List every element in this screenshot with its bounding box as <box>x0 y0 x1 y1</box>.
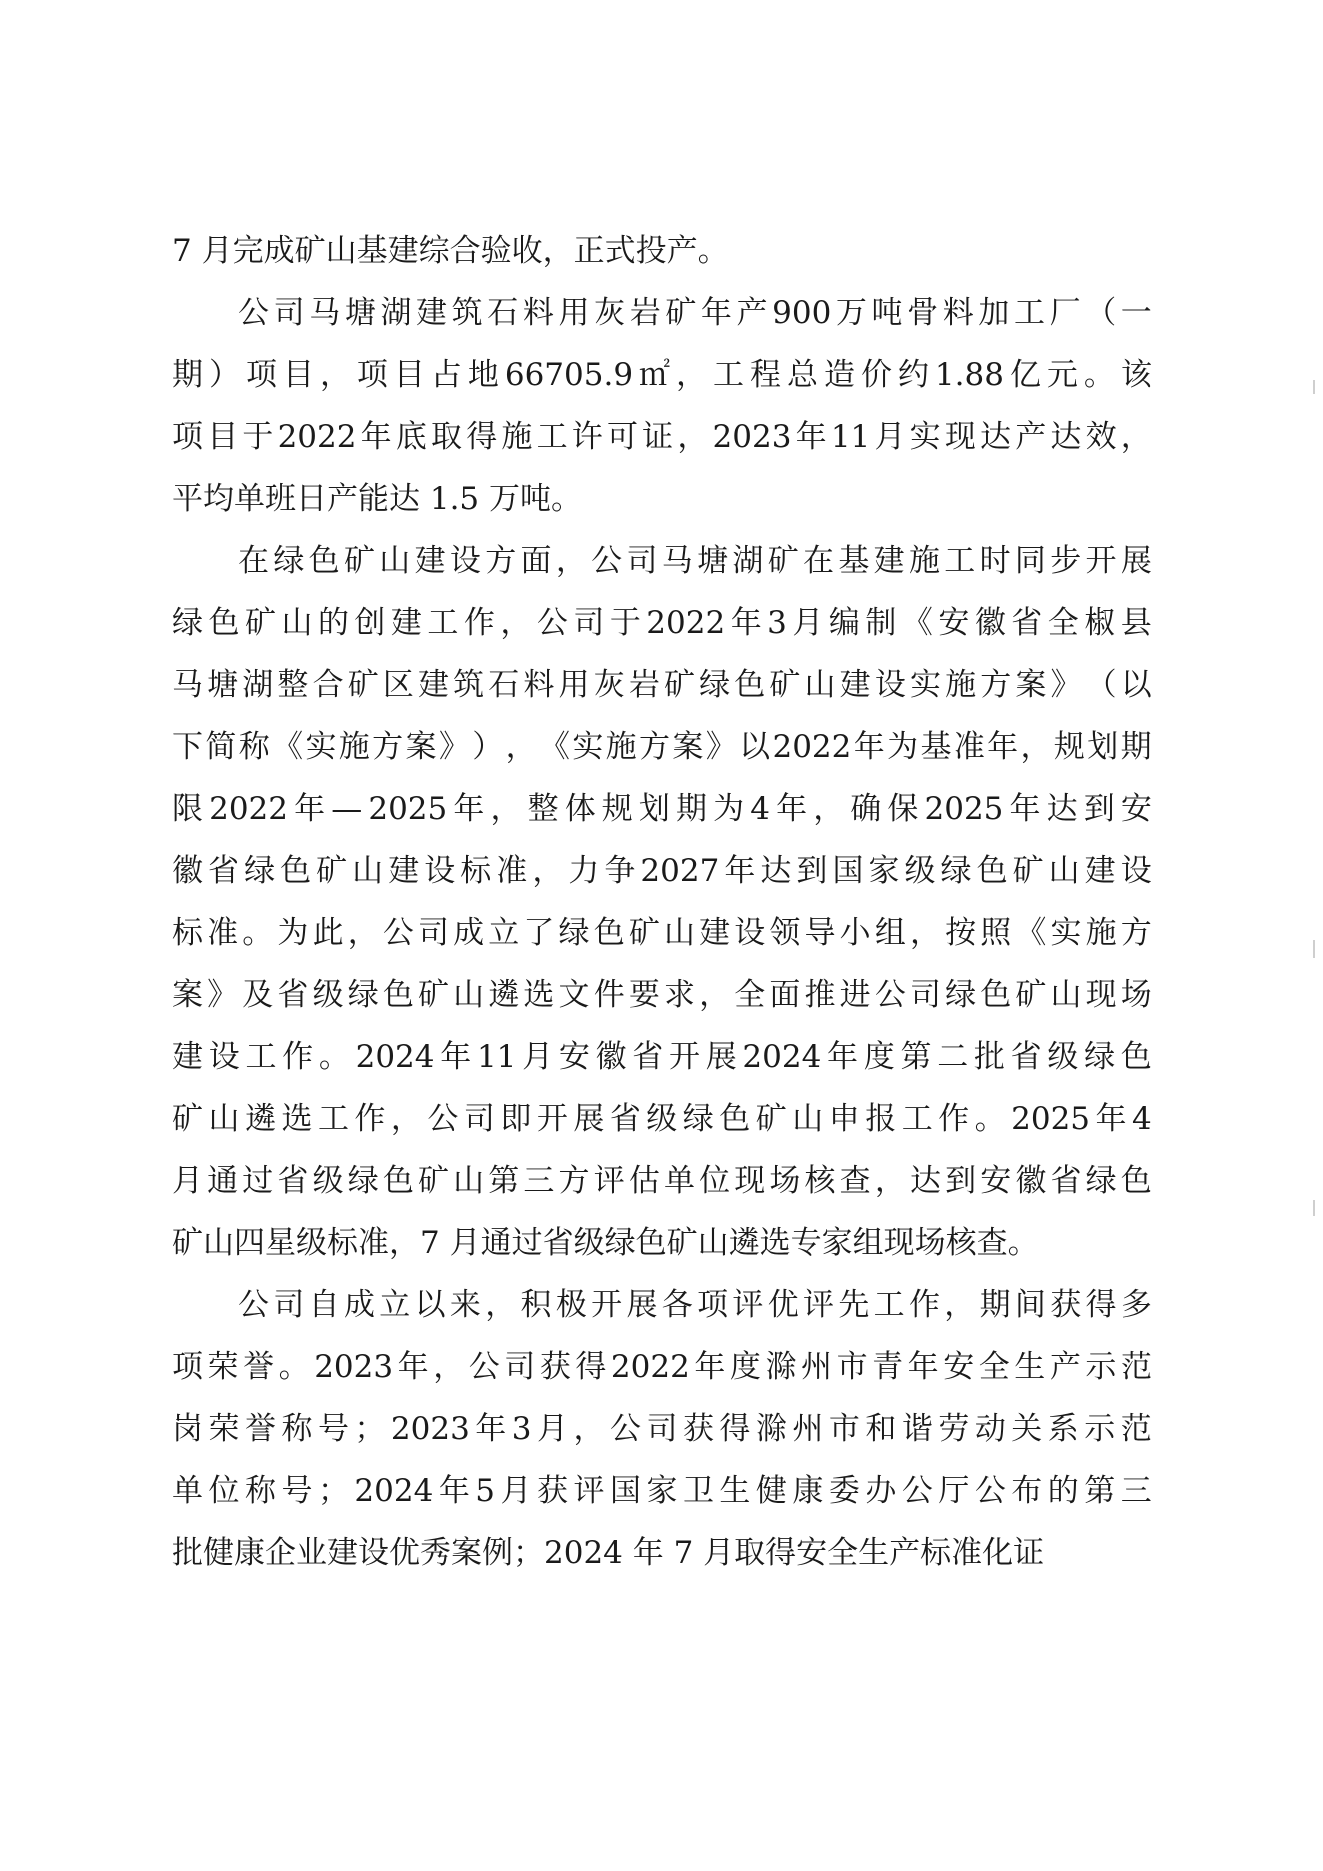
text-line: 7 月完成矿山基建综合验收，正式投产。 <box>172 233 729 269</box>
text-line: 公 司 马 塘 湖 建 筑 石 料 用 灰 岩 矿 年 产 900 万 吨 骨 料 加 工 厂 （ 一 <box>238 295 1152 331</box>
scan-edge-mark <box>1313 1200 1315 1216</box>
text-line: 绿 色 矿 山 的 创 建 工 作 ， 公 司 于 2022 年 3 月 编 制 《 安 徽 省 全 椒 县 <box>172 605 1152 641</box>
text-line: 矿山四星级标准，7 月通过省级绿色矿山遴选专家组现场核查。 <box>172 1225 1039 1261</box>
text-line: 标 准 。 为 此 ， 公 司 成 立 了 绿 色 矿 山 建 设 领 导 小 组 ， 按 照 《 实 施 方 <box>172 915 1152 951</box>
scan-edge-mark <box>1313 380 1315 394</box>
text-line: 马 塘 湖 整 合 矿 区 建 筑 石 料 用 灰 岩 矿 绿 色 矿 山 建 设 实 施 方 案 》 （ 以 <box>172 667 1152 703</box>
text-line: 限 2022 年 — 2025 年 ， 整 体 规 划 期 为 4 年 ， 确 保 2025 年 达 到 安 <box>172 791 1152 827</box>
text-line: 在 绿 色 矿 山 建 设 方 面 ， 公 司 马 塘 湖 矿 在 基 建 施 工 时 同 步 开 展 <box>238 543 1152 579</box>
text-line: 岗 荣 誉 称 号 ； 2023 年 3 月 ， 公 司 获 得 滁 州 市 和 谐 劳 动 关 系 示 范 <box>172 1411 1152 1447</box>
paragraph <box>172 282 1152 530</box>
text-line: 平均单班日产能达 1.5 万吨。 <box>172 481 583 517</box>
scan-edge-mark <box>1313 940 1315 958</box>
text-line: 项 目 于 2022 年 底 取 得 施 工 许 可 证 ， 2023 年 11 月 实 现 达 产 达 效 ， <box>172 419 1152 455</box>
text-line: 单 位 称 号 ； 2024 年 5 月 获 评 国 家 卫 生 健 康 委 办 公 厅 公 布 的 第 三 <box>172 1473 1152 1509</box>
text-line: 下 简 称 《 实 施 方 案 》 ） ， 《 实 施 方 案 》 以 2022 年 为 基 准 年 ， 规 划 期 <box>172 729 1152 765</box>
text-line: 月 通 过 省 级 绿 色 矿 山 第 三 方 评 估 单 位 现 场 核 查 ， 达 到 安 徽 省 绿 色 <box>172 1163 1152 1199</box>
text-line: 矿 山 遴 选 工 作 ， 公 司 即 开 展 省 级 绿 色 矿 山 申 报 工 作 。 2025 年 4 <box>172 1101 1152 1137</box>
text-line: 项 荣 誉 。 2023 年 ， 公 司 获 得 2022 年 度 滁 州 市 青 年 安 全 生 产 示 范 <box>172 1349 1152 1385</box>
text-line: 徽 省 绿 色 矿 山 建 设 标 准 ， 力 争 2027 年 达 到 国 家 级 绿 色 矿 山 建 设 <box>172 853 1152 889</box>
body-text <box>172 220 1152 1584</box>
paragraph <box>172 220 1152 282</box>
text-line: 期 ） 项 目 ， 项 目 占 地 66705.9 ㎡ ， 工 程 总 造 价 约 1.88 亿 元 。 该 <box>172 357 1152 393</box>
text-line: 案 》 及 省 级 绿 色 矿 山 遴 选 文 件 要 求 ， 全 面 推 进 公 司 绿 色 矿 山 现 场 <box>172 977 1152 1013</box>
paragraph <box>172 530 1152 1274</box>
paragraph <box>172 1274 1152 1584</box>
text-line: 公 司 自 成 立 以 来 ， 积 极 开 展 各 项 评 优 评 先 工 作 ， 期 间 获 得 多 <box>238 1287 1152 1323</box>
text-line: 建 设 工 作 。 2024 年 11 月 安 徽 省 开 展 2024 年 度 第 二 批 省 级 绿 色 <box>172 1039 1152 1075</box>
text-line: 批健康企业建设优秀案例；2024 年 7 月取得安全生产标准化证 <box>172 1535 1045 1571</box>
